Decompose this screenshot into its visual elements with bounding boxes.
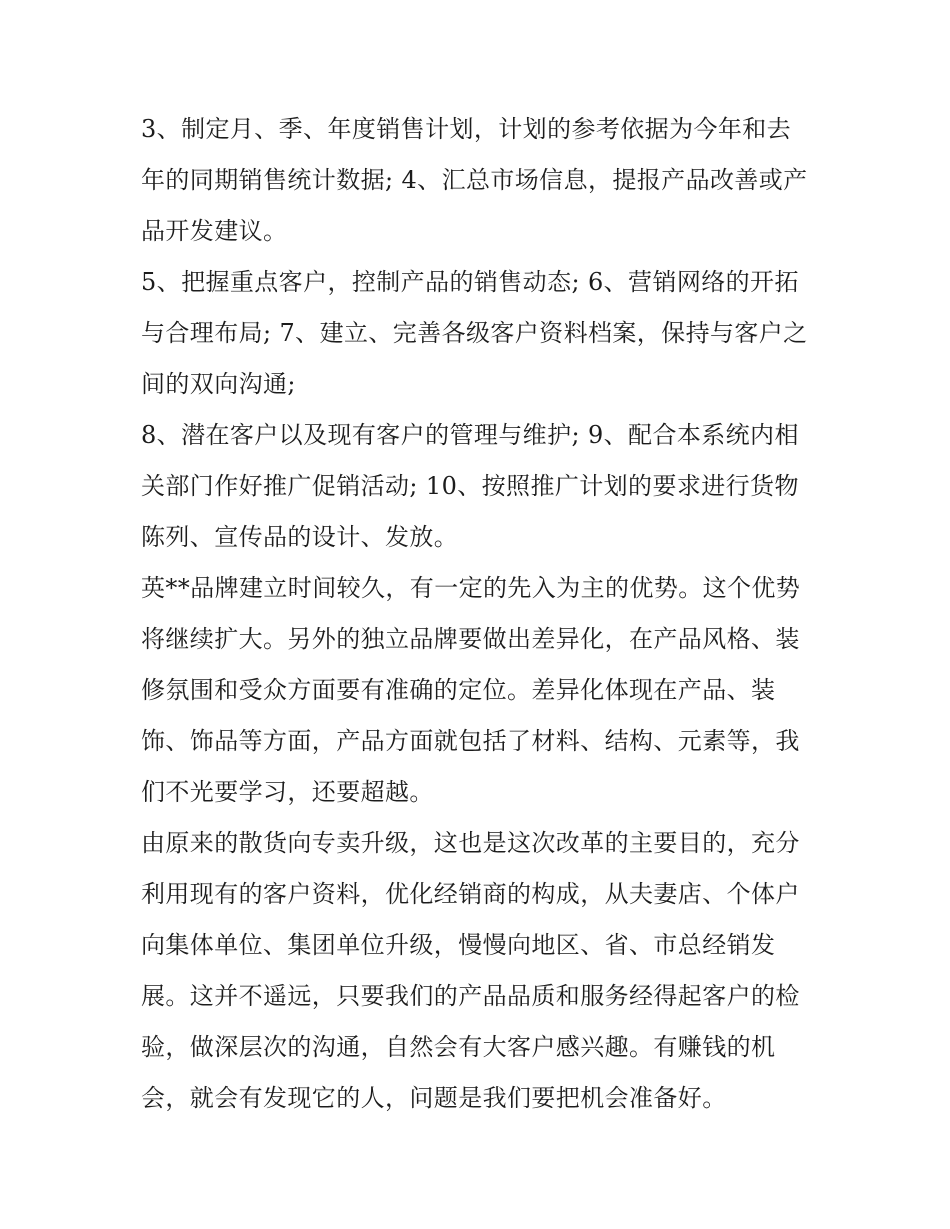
text-line: 展。这并不遥远，只要我们的产品品质和服务经得起客户的检 xyxy=(141,982,800,1010)
text-line: 年的同期销售统计数据; 4、汇总市场信息，提报产品改善或产 xyxy=(141,166,808,194)
paragraph-sales-plan xyxy=(141,104,816,257)
text-line: 品开发建议。 xyxy=(141,217,288,245)
text-line: 间的双向沟通; xyxy=(141,370,296,398)
text-line: 8、潜在客户以及现有客户的管理与维护; 9、配合本系统内相 xyxy=(141,421,799,449)
paragraph-customer-maintenance xyxy=(141,410,816,563)
text-line: 3、制定月、季、年度销售计划，计划的参考依据为今年和去 xyxy=(141,115,792,143)
text-line: 由原来的散货向专卖升级，这也是这次改革的主要目的，充分 xyxy=(141,829,800,857)
text-line: 英**品牌建立时间较久，有一定的先入为主的优势。这个优势 xyxy=(141,574,801,602)
text-line: 将继续扩大。另外的独立品牌要做出差异化，在产品风格、装 xyxy=(141,625,800,653)
text-line: 验，做深层次的沟通，自然会有大客户感兴趣。有赚钱的机 xyxy=(141,1033,776,1061)
document-body xyxy=(141,104,816,1124)
paragraph-brand-differentiation xyxy=(141,563,816,818)
text-line: 关部门作好推广促销活动; 10、按照推广计划的要求进行货物 xyxy=(141,472,799,500)
text-line: 修氛围和受众方面要有准确的定位。差异化体现在产品、装 xyxy=(141,676,776,704)
text-line: 向集体单位、集团单位升级，慢慢向地区、省、市总经销发 xyxy=(141,931,776,959)
text-line: 与合理布局; 7、建立、完善各级客户资料档案，保持与客户之 xyxy=(141,319,808,347)
text-line: 们不光要学习，还要超越。 xyxy=(141,778,434,806)
text-line: 陈列、宣传品的设计、发放。 xyxy=(141,523,459,551)
text-line: 利用现有的客户资料，优化经销商的构成，从夫妻店、个体户 xyxy=(141,880,800,908)
text-line: 饰、饰品等方面，产品方面就包括了材料、结构、元素等，我 xyxy=(141,727,800,755)
text-line: 5、把握重点客户，控制产品的销售动态; 6、营销网络的开拓 xyxy=(141,268,799,296)
text-line: 会，就会有发现它的人，问题是我们要把机会准备好。 xyxy=(141,1084,727,1112)
paragraph-distribution-upgrade xyxy=(141,818,816,1124)
paragraph-key-customers xyxy=(141,257,816,410)
